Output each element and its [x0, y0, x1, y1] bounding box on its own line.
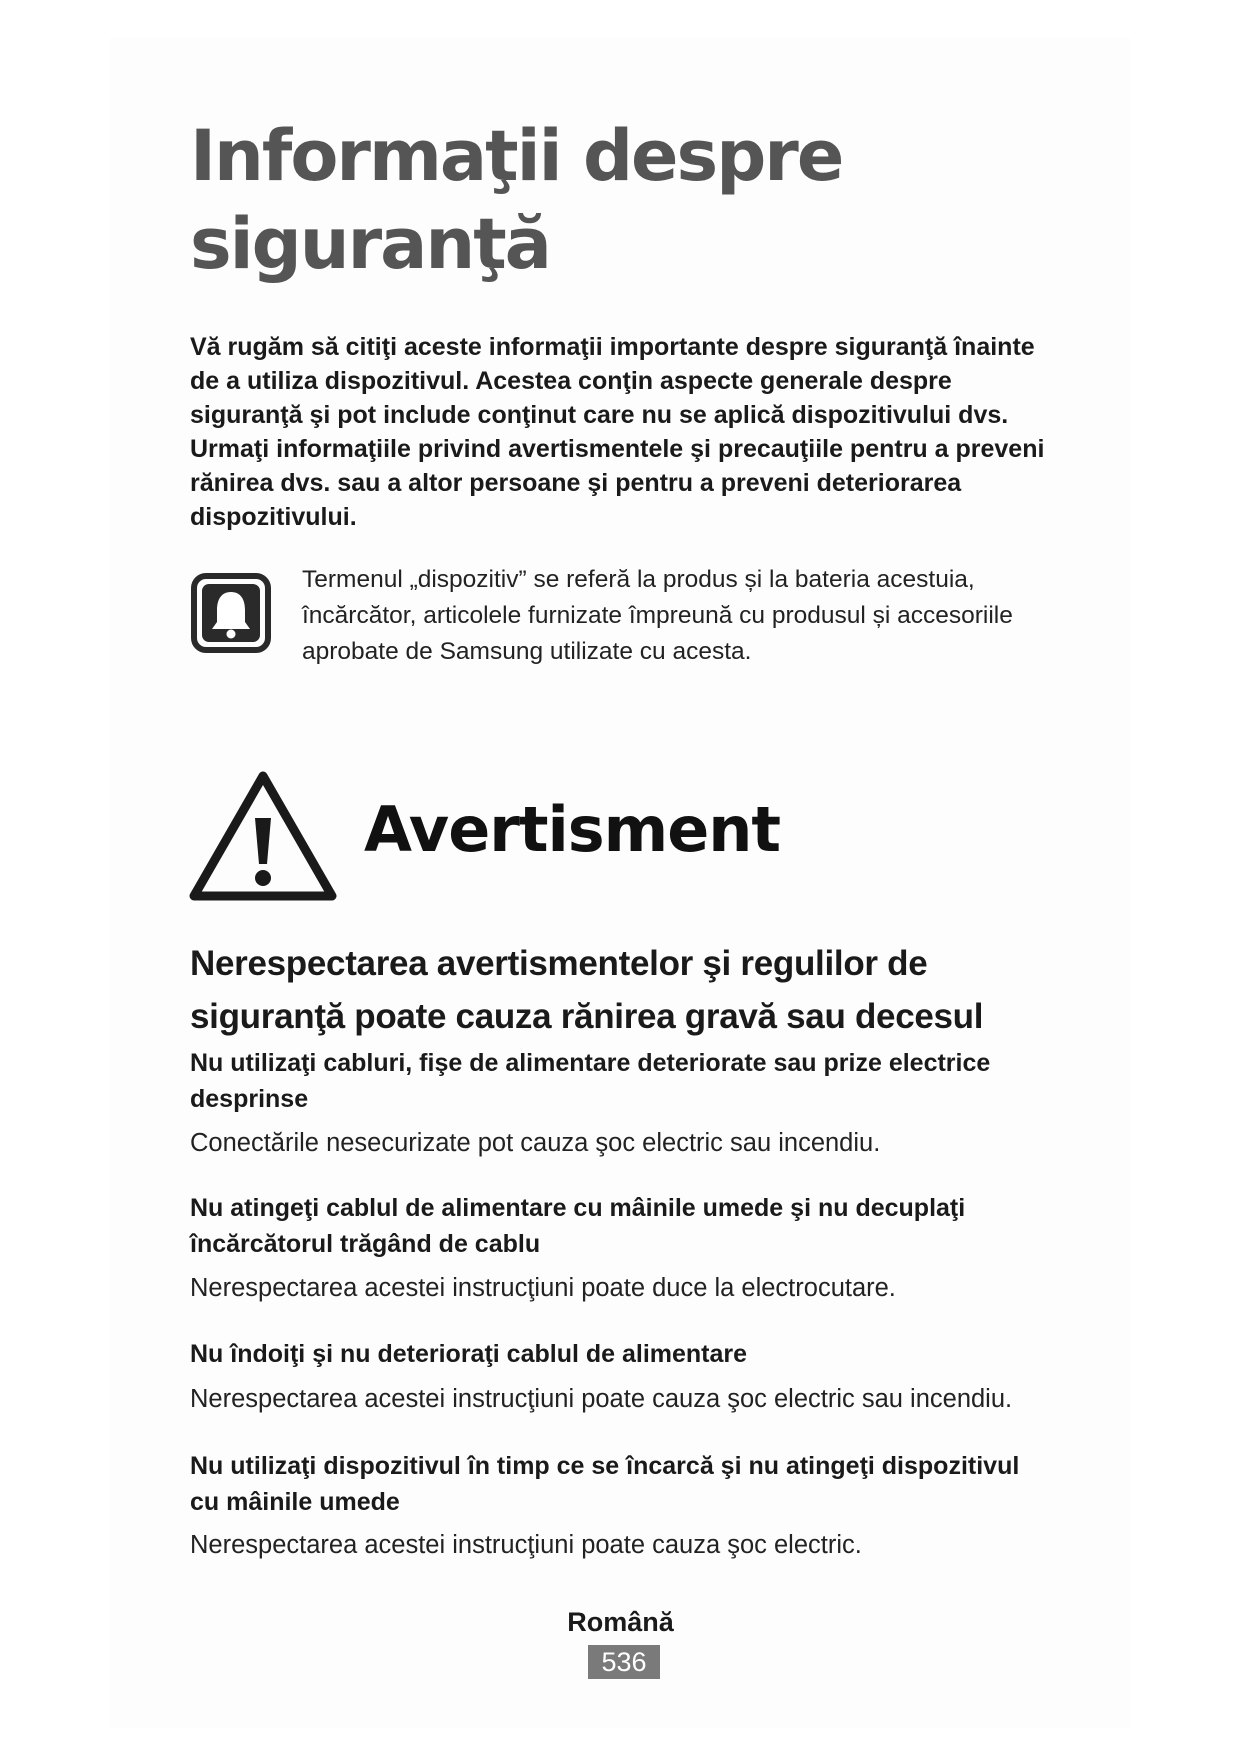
item-heading: Nu utilizaţi dispozitivul în timp ce se încarcă şi nu atingeţi dispozitivul cu mâinile umede: [190, 1452, 1020, 1516]
section-title: Nerespectarea avertismentelor şi regulilor de siguranţă poate cauza rănirea gravă sau decesul: [190, 944, 984, 1036]
intro-paragraph: Vă rugăm să citiţi aceste informaţii importante despre siguranţă înainte de a utiliza dispozitivul. Acestea conţin aspecte generale despre siguranţă şi pot include conţinut care nu se aplică dispozitivului dvs. Urmaţi informaţiile privind avertismentele şi precauţiile pentru a preveni rănirea dvs. sau a altor persoane şi pentru a preveni deteriorarea dispozitivului.: [190, 333, 1045, 531]
item-body: Nerespectarea acestei instrucţiuni poate duce la electrocutare.: [190, 1274, 896, 1302]
page-title: Informaţii despre siguranţă: [190, 115, 843, 285]
item-heading: Nu utilizaţi cabluri, fişe de alimentare deteriorate sau prize electrice desprinse: [190, 1049, 991, 1113]
note-text: Termenul „dispozitiv” se referă la produs și la bateria acestuia, încărcător, articolele furnizate împreună cu produsul și accesoriile aprobate de Samsung utilizate cu acesta.: [302, 566, 1013, 665]
warning-triangle-icon: [188, 768, 338, 903]
item-heading: Nu atingeţi cablul de alimentare cu mâinile umede şi nu decuplaţi încărcătorul trăgând de cablu: [190, 1194, 966, 1258]
item-heading: Nu îndoiţi şi nu deterioraţi cablul de alimentare: [190, 1340, 748, 1368]
page-number: 536: [588, 1645, 660, 1679]
language-label: Română: [567, 1607, 674, 1637]
item-body: Nerespectarea acestei instrucţiuni poate cauza şoc electric.: [190, 1531, 862, 1559]
bell-icon: [190, 572, 272, 654]
warning-heading: Avertisment: [364, 793, 781, 866]
item-body: Conectările nesecurizate pot cauza şoc electric sau incendiu.: [190, 1129, 881, 1157]
item-body: Nerespectarea acestei instrucţiuni poate cauza şoc electric sau incendiu.: [190, 1385, 1013, 1413]
